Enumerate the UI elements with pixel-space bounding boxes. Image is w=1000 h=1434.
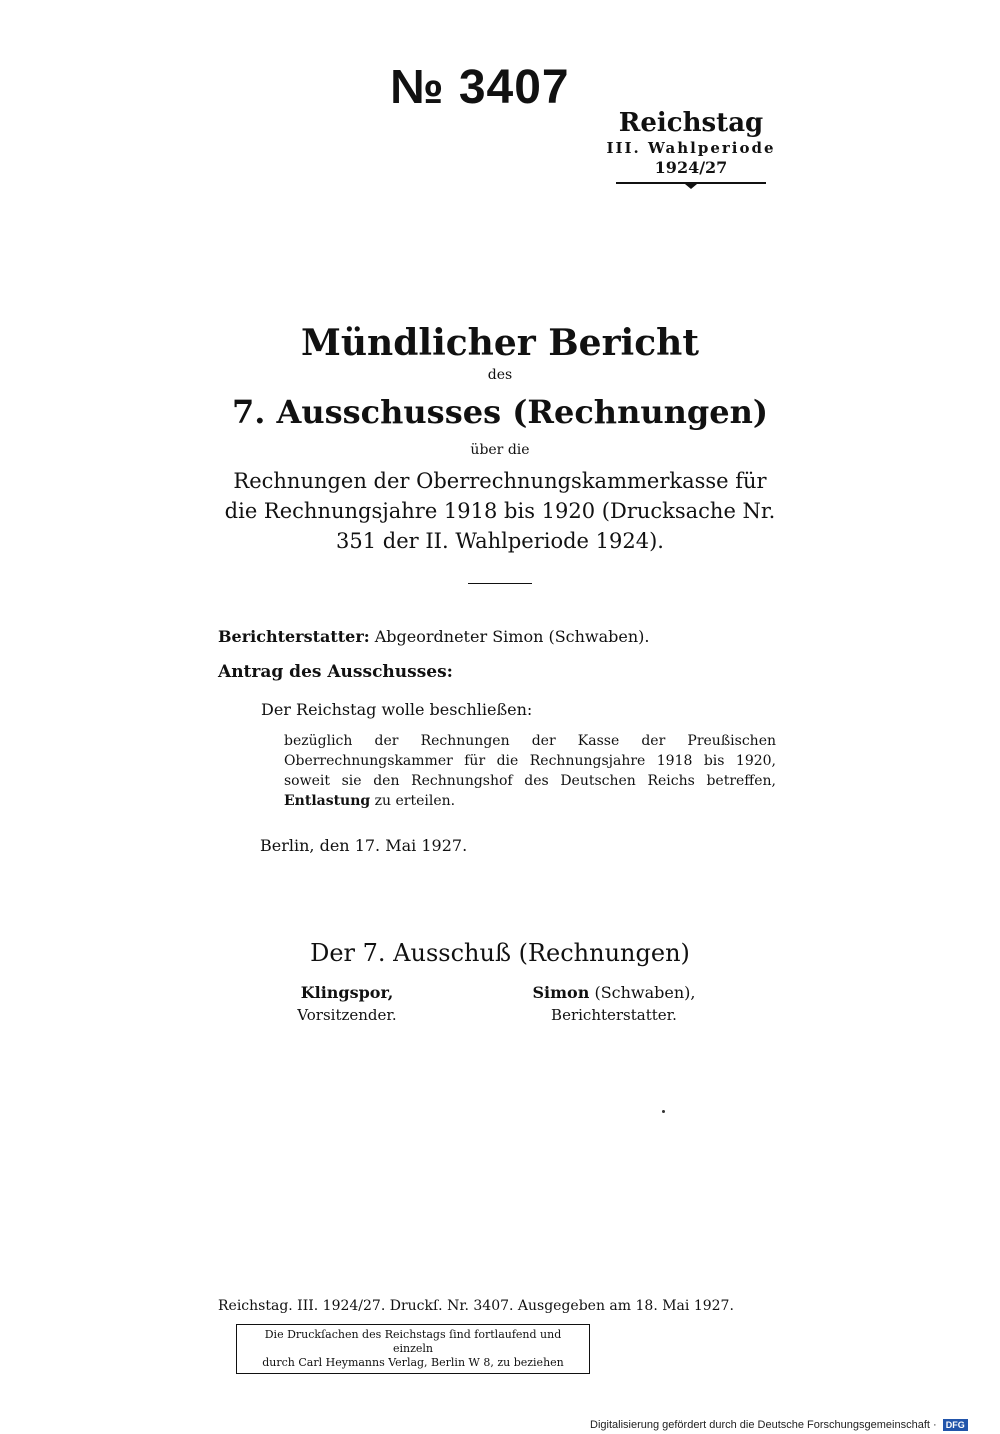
publisher-line-2: durch Carl Heymanns Verlag, Berlin W 8, zu beziehen [262, 1356, 564, 1369]
chairman-name: Klingspor, [300, 983, 394, 1002]
signature-chairman [227, 983, 467, 1024]
rapporteur-value: Abgeordneter Simon (Schwaben). [374, 627, 650, 646]
rapporteur-name: Simon [532, 983, 590, 1002]
report-title: Mündlicher Bericht [301, 322, 699, 364]
credit-text: Digitalisierung gefördert durch die Deutsche Forschungsgemeinschaft · [590, 1419, 937, 1431]
header-underline-ornament [616, 182, 766, 184]
parliament-name: Reichstag [618, 108, 764, 138]
document-number: № 3407 [390, 61, 570, 114]
report-subject: Rechnungen der Oberrechnungskammerkasse für die Rechnungsjahre 1918 bis 1920 (Drucksache Nr. 351 der II. Wahlperiode 1924). [224, 469, 776, 553]
resolution-intro: Der Reichstag wolle beschließen: [261, 700, 533, 719]
committee-signature: Der 7. Ausschuß (Rechnungen) [310, 939, 690, 967]
digitization-credit [590, 1419, 968, 1431]
footer-publisher-box [236, 1324, 590, 1374]
signature-rapporteur [494, 983, 734, 1024]
period-years: 1924/27 [654, 158, 728, 177]
motion-heading: Antrag des Ausschusses: [218, 662, 453, 682]
section-divider [468, 583, 532, 584]
place-date: Berlin, den 17. Mai 1927. [260, 836, 468, 855]
publisher-line-1: Die Druckſachen des Reichstags ſind fortlaufend und einzeln [264, 1328, 562, 1355]
footer-imprint: Reichstag. III. 1924/27. Druckſ. Nr. 3407. Ausgegeben am 18. Mai 1927. [218, 1298, 734, 1314]
resolution-text-main: bezüglich der Rechnungen der Kasse der Preußischen Oberrechnungskammer für die Rechnungsjahre 1918 bis 1920, soweit sie den Rechnungshof des Deutschen Reichs betreffen, [284, 733, 776, 789]
dfg-logo: DFG [943, 1419, 968, 1431]
rapporteur-name-suffix: (Schwaben), [594, 983, 696, 1002]
resolution-text-end: zu erteilen. [374, 793, 456, 809]
connector-ueber-die: über die [470, 442, 530, 458]
scan-mark [662, 1110, 665, 1113]
rapporteur-line [218, 627, 650, 646]
election-period: III. Wahlperiode [606, 139, 776, 157]
resolution-emphasis: Entlastung [284, 793, 371, 809]
reichstag-header-block [606, 108, 776, 184]
chairman-role: Vorsitzender. [297, 1006, 397, 1024]
connector-des: des [487, 367, 513, 383]
resolution-text [284, 731, 776, 811]
rapporteur-label: Berichterstatter: [218, 627, 370, 646]
committee-title: 7. Ausschusses (Rechnungen) [231, 393, 768, 431]
rapporteur-role: Berichterstatter. [551, 1006, 677, 1024]
